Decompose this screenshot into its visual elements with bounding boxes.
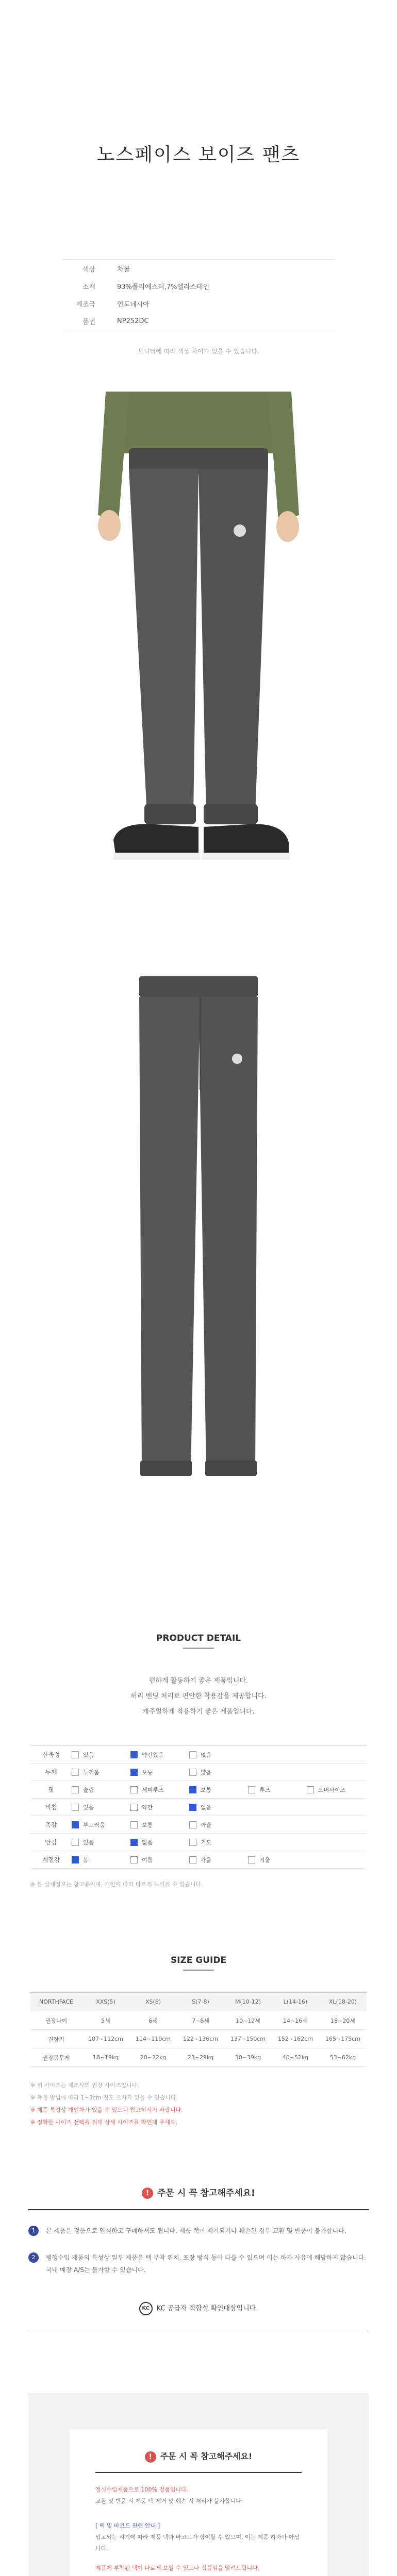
info-label: 색상 [82,265,95,274]
attribute-options [72,1751,367,1759]
attribute-option-label: 부드러움 [83,1821,105,1828]
size-header-cell: S(7-8) [192,1998,209,2005]
attribute-option-label: 없음 [201,1751,212,1758]
caution-item [28,2251,369,2276]
attribute-option-label: 보통 [142,1769,153,1776]
kc-notice [28,2302,369,2315]
caution-item [28,2225,369,2237]
size-cell: 10~12세 [236,2017,260,2024]
attribute-row [30,1781,367,1799]
attribute-option [130,1786,189,1794]
size-cell: 20~22kg [140,2054,167,2061]
caution-card-section [28,2393,369,2576]
attribute-options [72,1786,367,1794]
size-cell: 7~8세 [192,2017,209,2024]
size-row [30,2030,367,2048]
info-value: 차콜 [117,265,130,274]
size-cell: 30~39kg [235,2054,261,2061]
checkbox-icon [189,1821,196,1828]
attribute-row [30,1746,367,1764]
attribute-table [30,1745,367,1869]
product-title: 노스페이스 보이즈 팬츠 [96,144,301,165]
attribute-option-label: 있음 [83,1751,94,1758]
attribute-option [189,1838,248,1846]
exclamation-icon: ! [142,2188,153,2199]
attribute-option-label: 있음 [83,1804,94,1811]
info-row [62,260,335,277]
size-cell: 5세 [101,2017,110,2024]
attribute-key: 두께 [45,1769,57,1776]
attribute-row [30,1816,367,1834]
attribute-option-label: 보통 [142,1821,153,1828]
attribute-key: 신축성 [42,1751,60,1758]
attribute-option-label: 약간 [142,1804,153,1811]
checkbox-icon [72,1769,79,1776]
info-value: 93%폴리에스터,7%엘라스테인 [117,283,210,291]
attribute-option-label: 가을 [201,1856,212,1863]
attribute-options [72,1838,367,1846]
checkbox-icon [130,1786,138,1793]
kc-text: KC 공급자 적합성 확인대상입니다. [156,2304,258,2313]
number-badge-icon: 2 [28,2252,39,2263]
attribute-note: ※ 본 상세정보는 참고용이며, 개인에 따라 다르게 느끼실 수 있습니다. [30,1881,203,1888]
size-note: ※ 제품 특성상 개인차가 있을 수 있으니 참고하시기 바랍니다. [30,2107,183,2113]
checkbox-icon [72,1751,79,1758]
size-cell: 18~19kg [92,2054,119,2061]
notice-tag-2: 제품에 부착된 택이 다르게 보일 수 있으나 정품임을 알려드립니다. [95,2564,260,2571]
attribute-option-label: 있음 [83,1839,94,1846]
checkbox-icon [189,1856,196,1863]
divider [95,2472,302,2473]
checkbox-icon [130,1839,138,1846]
attribute-option [130,1803,189,1811]
attribute-option [189,1786,248,1794]
info-label: 품번 [82,318,95,326]
section-underline [183,1648,214,1649]
attribute-option [72,1803,130,1811]
checkbox-icon [72,1856,79,1863]
product-photo-flat [52,956,345,1504]
checkbox-icon [248,1856,255,1863]
info-table [62,259,335,330]
caution-title-text: 주문 시 꼭 참고해주세요! [157,2188,255,2198]
checkbox-icon [130,1856,138,1863]
size-cell: 23~29kg [187,2054,214,2061]
attribute-option-label: 없음 [142,1839,153,1846]
pants-flat-illustration [52,956,345,1504]
attribute-row [30,1799,367,1816]
size-cell: 152~162cm [278,2036,313,2042]
attribute-option [72,1768,130,1776]
attribute-key: 비침 [45,1804,57,1811]
size-cell: 14~16세 [283,2017,308,2024]
attribute-option [248,1786,307,1794]
attribute-option-label: 보통 [201,1786,212,1793]
attribute-options [72,1768,367,1776]
size-note: ※ 측정 방법에 따라 1~3cm 정도 오차가 있을 수 있습니다. [30,2094,178,2101]
attribute-option [130,1856,189,1864]
size-header-row [30,1993,367,2011]
attribute-options [72,1803,367,1811]
checkbox-icon [130,1769,138,1776]
size-cell: 107~112cm [88,2036,123,2042]
checkbox-icon [130,1804,138,1811]
info-row [62,295,335,312]
checkbox-icon [130,1751,138,1758]
attribute-option [72,1856,130,1864]
size-header-cell: L(14-16) [283,1998,308,2005]
attribute-option [72,1786,130,1794]
attribute-option [72,1821,130,1829]
size-cell: 137~150cm [230,2036,266,2042]
checkbox-icon [248,1786,255,1793]
info-label: 소재 [82,283,95,291]
size-cell: 114~119cm [136,2036,171,2042]
attribute-option-label: 까슬 [201,1821,212,1828]
size-cell: 40~52kg [282,2054,309,2061]
size-row-label: 권장몸무게 [42,2054,70,2061]
size-note: ※ 정확한 사이즈 선택을 위해 상세 사이즈를 확인해 주세요. [30,2119,178,2126]
size-header-cell: XXS(5) [96,1998,115,2005]
pants-front-illustration [52,392,345,914]
caution-item-text: 본 제품은 정품으로 안심하고 구매하셔도 됩니다. 제품 택이 제거되거나 훼손된 경우 교환 및 반품이 불가합니다. [46,2227,346,2234]
divider [28,2209,369,2210]
caution-section [28,2185,369,2331]
attribute-option [130,1821,189,1829]
checkbox-icon [307,1786,314,1793]
attribute-option [130,1838,189,1846]
attribute-options [72,1856,367,1864]
caution-card-title [95,2450,302,2463]
info-label: 제조국 [76,300,95,309]
attribute-option-label: 약간있음 [142,1751,164,1758]
attribute-option [130,1751,189,1759]
notice-return: 교환 및 반품 시 제품 택 제거 및 훼손 시 처리가 불가합니다. [95,2497,243,2504]
attribute-option-label: 겨울 [259,1856,271,1863]
notice-subtitle: [ 택 및 바코드 관련 안내 ] [95,2522,160,2529]
product-detail-title: PRODUCT DETAIL [156,1633,241,1643]
size-table [30,1992,367,2067]
attribute-option-label: 오버사이즈 [318,1786,346,1793]
caution-card-title-text: 주문 시 꼭 참고해주세요! [160,2451,253,2461]
attribute-option-label: 봄 [83,1856,89,1863]
size-cell: 53~62kg [329,2054,356,2061]
attribute-option [248,1856,307,1864]
attribute-option [189,1768,248,1776]
size-cell: 122~136cm [183,2036,218,2042]
size-notes [30,2079,367,2129]
attribute-options [72,1821,367,1829]
info-value: NP252DC [117,317,149,325]
attribute-option [130,1768,189,1776]
product-detail-lines [0,1673,397,1720]
size-row-label: 권장키 [48,2036,64,2043]
attribute-option-label: 얇음 [201,1769,212,1776]
size-note: ※ 위 사이즈는 제조사의 권장 사이즈입니다. [30,2082,139,2089]
exclamation-icon: ! [145,2451,156,2463]
size-header-cell: XL(18-20) [328,1998,357,2005]
size-guide-title: SIZE GUIDE [170,1955,227,1965]
size-header-cell: NORTHFACE [39,1998,73,2005]
attribute-option [189,1803,248,1811]
attribute-key: 촉감 [45,1821,57,1828]
size-cell: 6세 [148,2017,158,2024]
checkbox-icon [189,1786,196,1793]
checkbox-icon [72,1821,79,1828]
checkbox-icon [72,1786,79,1793]
attribute-option-label: 루즈 [259,1786,271,1793]
checkbox-icon [189,1804,196,1811]
size-header-cell: M(10-12) [235,1998,261,2005]
notice-tag: 입고되는 시기에 따라 제품 택과 바코드가 상이할 수 있으며, 이는 제품 하자가 아닙니다. [95,2533,300,2552]
size-cell: 18~20세 [330,2017,355,2024]
attribute-row [30,1834,367,1851]
attribute-row [30,1851,367,1869]
product-detail-line: 캐주얼하게 착용하기 좋은 제품입니다. [142,1708,255,1716]
attribute-option [307,1786,366,1794]
attribute-key: 계절감 [42,1856,60,1863]
attribute-option-label: 없음 [201,1804,212,1811]
section-underline [183,1970,214,1971]
number-badge-icon: 1 [28,2226,39,2236]
info-row [62,277,335,295]
attribute-option [72,1838,130,1846]
product-photo-front [52,392,345,914]
attribute-key: 안감 [45,1839,57,1846]
checkbox-icon [189,1839,196,1846]
size-row-label: 권장나이 [45,2017,68,2024]
checkbox-icon [72,1804,79,1811]
size-header-cell: XS(6) [145,1998,161,2005]
attribute-option-label: 두꺼움 [83,1769,100,1776]
size-row [30,2011,367,2030]
caution-card [70,2429,327,2576]
caution-title [28,2185,369,2199]
info-value: 인도네시아 [117,300,150,309]
attribute-option-label: 여름 [142,1856,153,1863]
attribute-option-label: 슬림 [83,1786,94,1793]
attribute-row [30,1764,367,1781]
checkbox-icon [130,1821,138,1828]
caution-item-text: 병행수입 제품의 특성상 일부 제품은 택 부착 위치, 포장 방식 등이 다를 수 있으며 이는 하자 사유에 해당하지 않습니다. 국내 매장 A/S는 불가할 수 있습니다. [46,2254,367,2274]
checkbox-icon [189,1751,196,1758]
attribute-option-label: 세미루즈 [142,1786,164,1793]
kc-mark-icon: KC [139,2302,153,2315]
info-note: 모니터에 따라 색상 차이가 있을 수 있습니다. [138,348,259,355]
checkbox-icon [72,1839,79,1846]
size-cell: 165~175cm [325,2036,360,2042]
attribute-option [72,1751,130,1759]
attribute-option-label: 기모 [201,1839,212,1846]
checkbox-icon [189,1769,196,1776]
info-row [62,312,335,330]
product-detail-line: 편하게 활동하기 좋은 제품입니다. [148,1677,249,1685]
attribute-option [189,1821,248,1829]
attribute-option [189,1856,248,1864]
attribute-key: 핏 [48,1786,54,1793]
attribute-option [189,1751,248,1759]
size-row [30,2048,367,2067]
notice-genuine: 정식수입제품으로 100% 정품입니다. [95,2486,189,2493]
product-detail-line: 허리 밴딩 처리로 편안한 착용감을 제공합니다. [130,1692,267,1700]
